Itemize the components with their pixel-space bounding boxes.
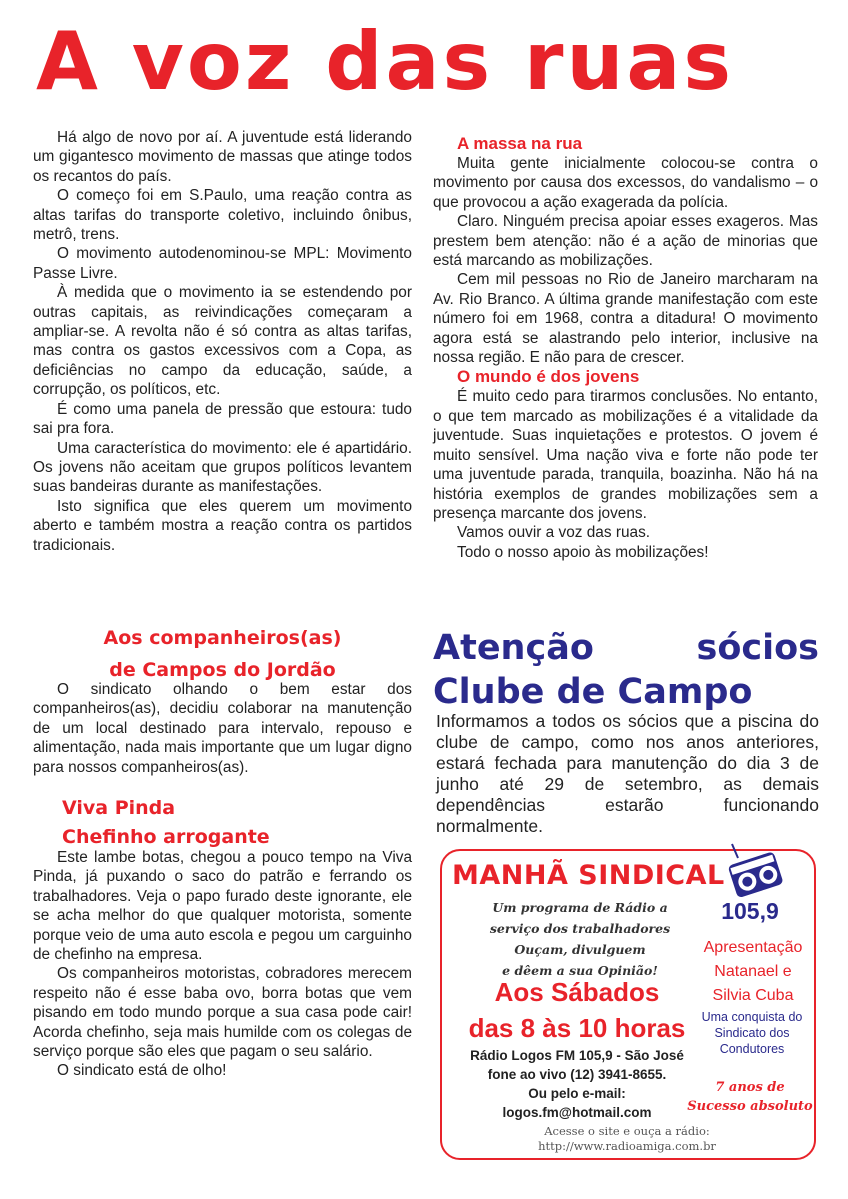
- contact-email: logos.fm@hotmail.com: [502, 1105, 652, 1120]
- conquista-line: Uma conquista do: [701, 1010, 803, 1024]
- paragraph: O sindicato olhando o bem estar dos companheiros(as), decidiu colaborar na manutenção de um local destinado para intervalo, repouso e alimentação, nada mais importante que um lugar digno para nossos companheiros(as).: [33, 681, 412, 776]
- anos-badge: [686, 1078, 814, 1116]
- presenters-line: Natanael e: [714, 963, 792, 980]
- heading-line: Clube de Campo: [433, 672, 753, 712]
- contact-line: Rádio Logos FM 105,9 - São José: [470, 1048, 684, 1063]
- conquista-line: Condutores: [719, 1042, 785, 1056]
- paragraph: Muita gente inicialmente colocou-se contra o movimento por causa dos excessos, do vandalismo – o que provocou a ação exagerada da polícia.: [433, 155, 818, 211]
- ad-contact: [446, 1046, 708, 1122]
- section-title-massa: A massa na rua: [457, 134, 583, 153]
- schedule-hours: das 8 às 10 horas: [468, 1013, 686, 1043]
- heading-word: Atenção: [433, 628, 594, 668]
- companheiros-article: [33, 680, 412, 777]
- site-text: Acesse o site e ouça a rádio:: [544, 1124, 710, 1138]
- ad-title: MANHÃ SINDICAL: [452, 860, 725, 891]
- left-article: [33, 128, 412, 555]
- paragraph: Os companheiros motoristas, cobradores merecem respeito não é esse baba ovo, borra botas que vem pisando em todo mundo porque a sua casa pode cair! Acorda chefinho, seja mais humilde com os colegas de serviço porque são eles que pagam o seu salário.: [33, 965, 412, 1061]
- heading-word: sócios: [696, 628, 819, 668]
- radio-icon: [724, 840, 786, 904]
- presenters-line: Apresentação: [703, 939, 803, 956]
- paragraph: Uma característica do movimento: ele é apartidário. Os jovens não aceitam que grupos políticos levantem suas bandeiras durante as manifestações.: [33, 439, 412, 496]
- paragraph: Vamos ouvir a voz das ruas.: [457, 524, 651, 542]
- frequency-label: 105,9: [721, 898, 779, 924]
- contact-line: Ou pelo e-mail:: [528, 1086, 626, 1101]
- tagline-line: e dêem a sua Opinião!: [502, 963, 658, 978]
- title-line: de Campos do Jordão: [109, 659, 336, 681]
- presenters-line: Silvia Cuba: [712, 987, 794, 1004]
- atencao-body: Informamos a todos os sócios que a piscina do clube de campo, como nos anos anteriores, estará fechada para manutenção do dia 3 de junho até 29 de setembro, as demais dependências estarão funcionando normalmente.: [436, 711, 819, 836]
- presenters: [692, 936, 814, 1008]
- paragraph: Este lambe botas, chegou a pouco tempo na Viva Pinda, já puxando o saco do patrão e ferrando os trabalhadores. Veja o papo furado deste ignorante, ele se acha melhor do que qualquer motorista, somente porque veio de uma auto escola e pegou um carguinho de chefinho na empresa.: [33, 849, 412, 964]
- section-title-jovens: O mundo é dos jovens: [457, 367, 640, 387]
- page-headline: A voz das ruas: [36, 15, 735, 108]
- right-article: [433, 134, 818, 562]
- title-line: Chefinho arrogante: [62, 826, 270, 848]
- paragraph: Claro. Ninguém precisa apoiar esses exageros. Mas prestem bem atenção: não é a ação de minorias que está marcando as mobilizações.: [433, 213, 818, 270]
- atencao-heading: [433, 626, 819, 714]
- companheiros-title: [33, 622, 412, 686]
- ad-site: [446, 1124, 808, 1154]
- anos-line: 7 anos de: [715, 1080, 785, 1095]
- tagline-line: serviço dos trabalhadores: [489, 921, 671, 936]
- title-line: Viva Pinda: [62, 797, 176, 819]
- tagline-line: Um programa de Rádio a: [492, 900, 668, 915]
- conquista-text: [690, 1009, 814, 1057]
- paragraph: Todo o nosso apoio às mobilizações!: [457, 543, 709, 561]
- paragraph: Isto significa que eles querem um movimento aberto e também mostra a reação contra os partidos tradicionais.: [33, 497, 412, 554]
- paragraph: À medida que o movimento ia se estendendo por outras capitais, as reivindicações começaram a ampliar-se. A revolta não é só contra as altas tarifas, mas contra os gastos excessivos com a Copa, as deficiências no campo da educação, saúde, a corrupção, os políticos, etc.: [33, 284, 412, 399]
- paragraph: Cem mil pessoas no Rio de Janeiro marcharam na Av. Rio Branco. A última grande manifestação com este número foi em 1968, contra a ditadura! O movimento agora está se alastrando pelo interior, inclusive na nossa região. E não para de crescer.: [433, 271, 818, 367]
- viva-pinda-title: [62, 794, 392, 852]
- conquista-line: Sindicato dos: [714, 1026, 790, 1040]
- viva-pinda-article: [33, 848, 412, 1081]
- ad-tagline: [470, 897, 690, 981]
- title-line: Aos companheiros(as): [103, 627, 342, 649]
- paragraph: O começo foi em S.Paulo, uma reação contra as altas tarifas do transporte coletivo, incluindo ônibus, metrô, trens.: [33, 187, 412, 244]
- tagline-line: Ouçam, divulguem: [514, 942, 646, 957]
- paragraph: O movimento autodenominou-se MPL: Movimento Passe Livre.: [33, 245, 412, 282]
- schedule-days: Aos Sábados: [494, 977, 660, 1007]
- ad-schedule: [446, 974, 708, 1046]
- paragraph: O sindicato está de olho!: [57, 1062, 227, 1080]
- contact-line: fone ao vivo (12) 3941-8655.: [487, 1067, 667, 1082]
- site-url: http://www.radioamiga.com.br: [538, 1139, 716, 1153]
- paragraph: Há algo de novo por aí. A juventude está liderando um gigantesco movimento de massas que atinge todos os recantos do país.: [33, 129, 412, 185]
- paragraph: É como uma panela de pressão que estoura: tudo sai pra fora.: [33, 400, 412, 438]
- anos-line: Sucesso absoluto: [687, 1099, 813, 1114]
- paragraph: É muito cedo para tirarmos conclusões. No entanto, o que tem marcado as mobilizações é a vitalidade da juventude. Suas inquietações e protestos. O jovem é muito sensível. Uma nação viva e forte não pode ter uma juventude parada, tranquila, boazinha. Não há na história exemplos de grandes mobilizações sem a presença marcante dos jovens.: [433, 388, 818, 522]
